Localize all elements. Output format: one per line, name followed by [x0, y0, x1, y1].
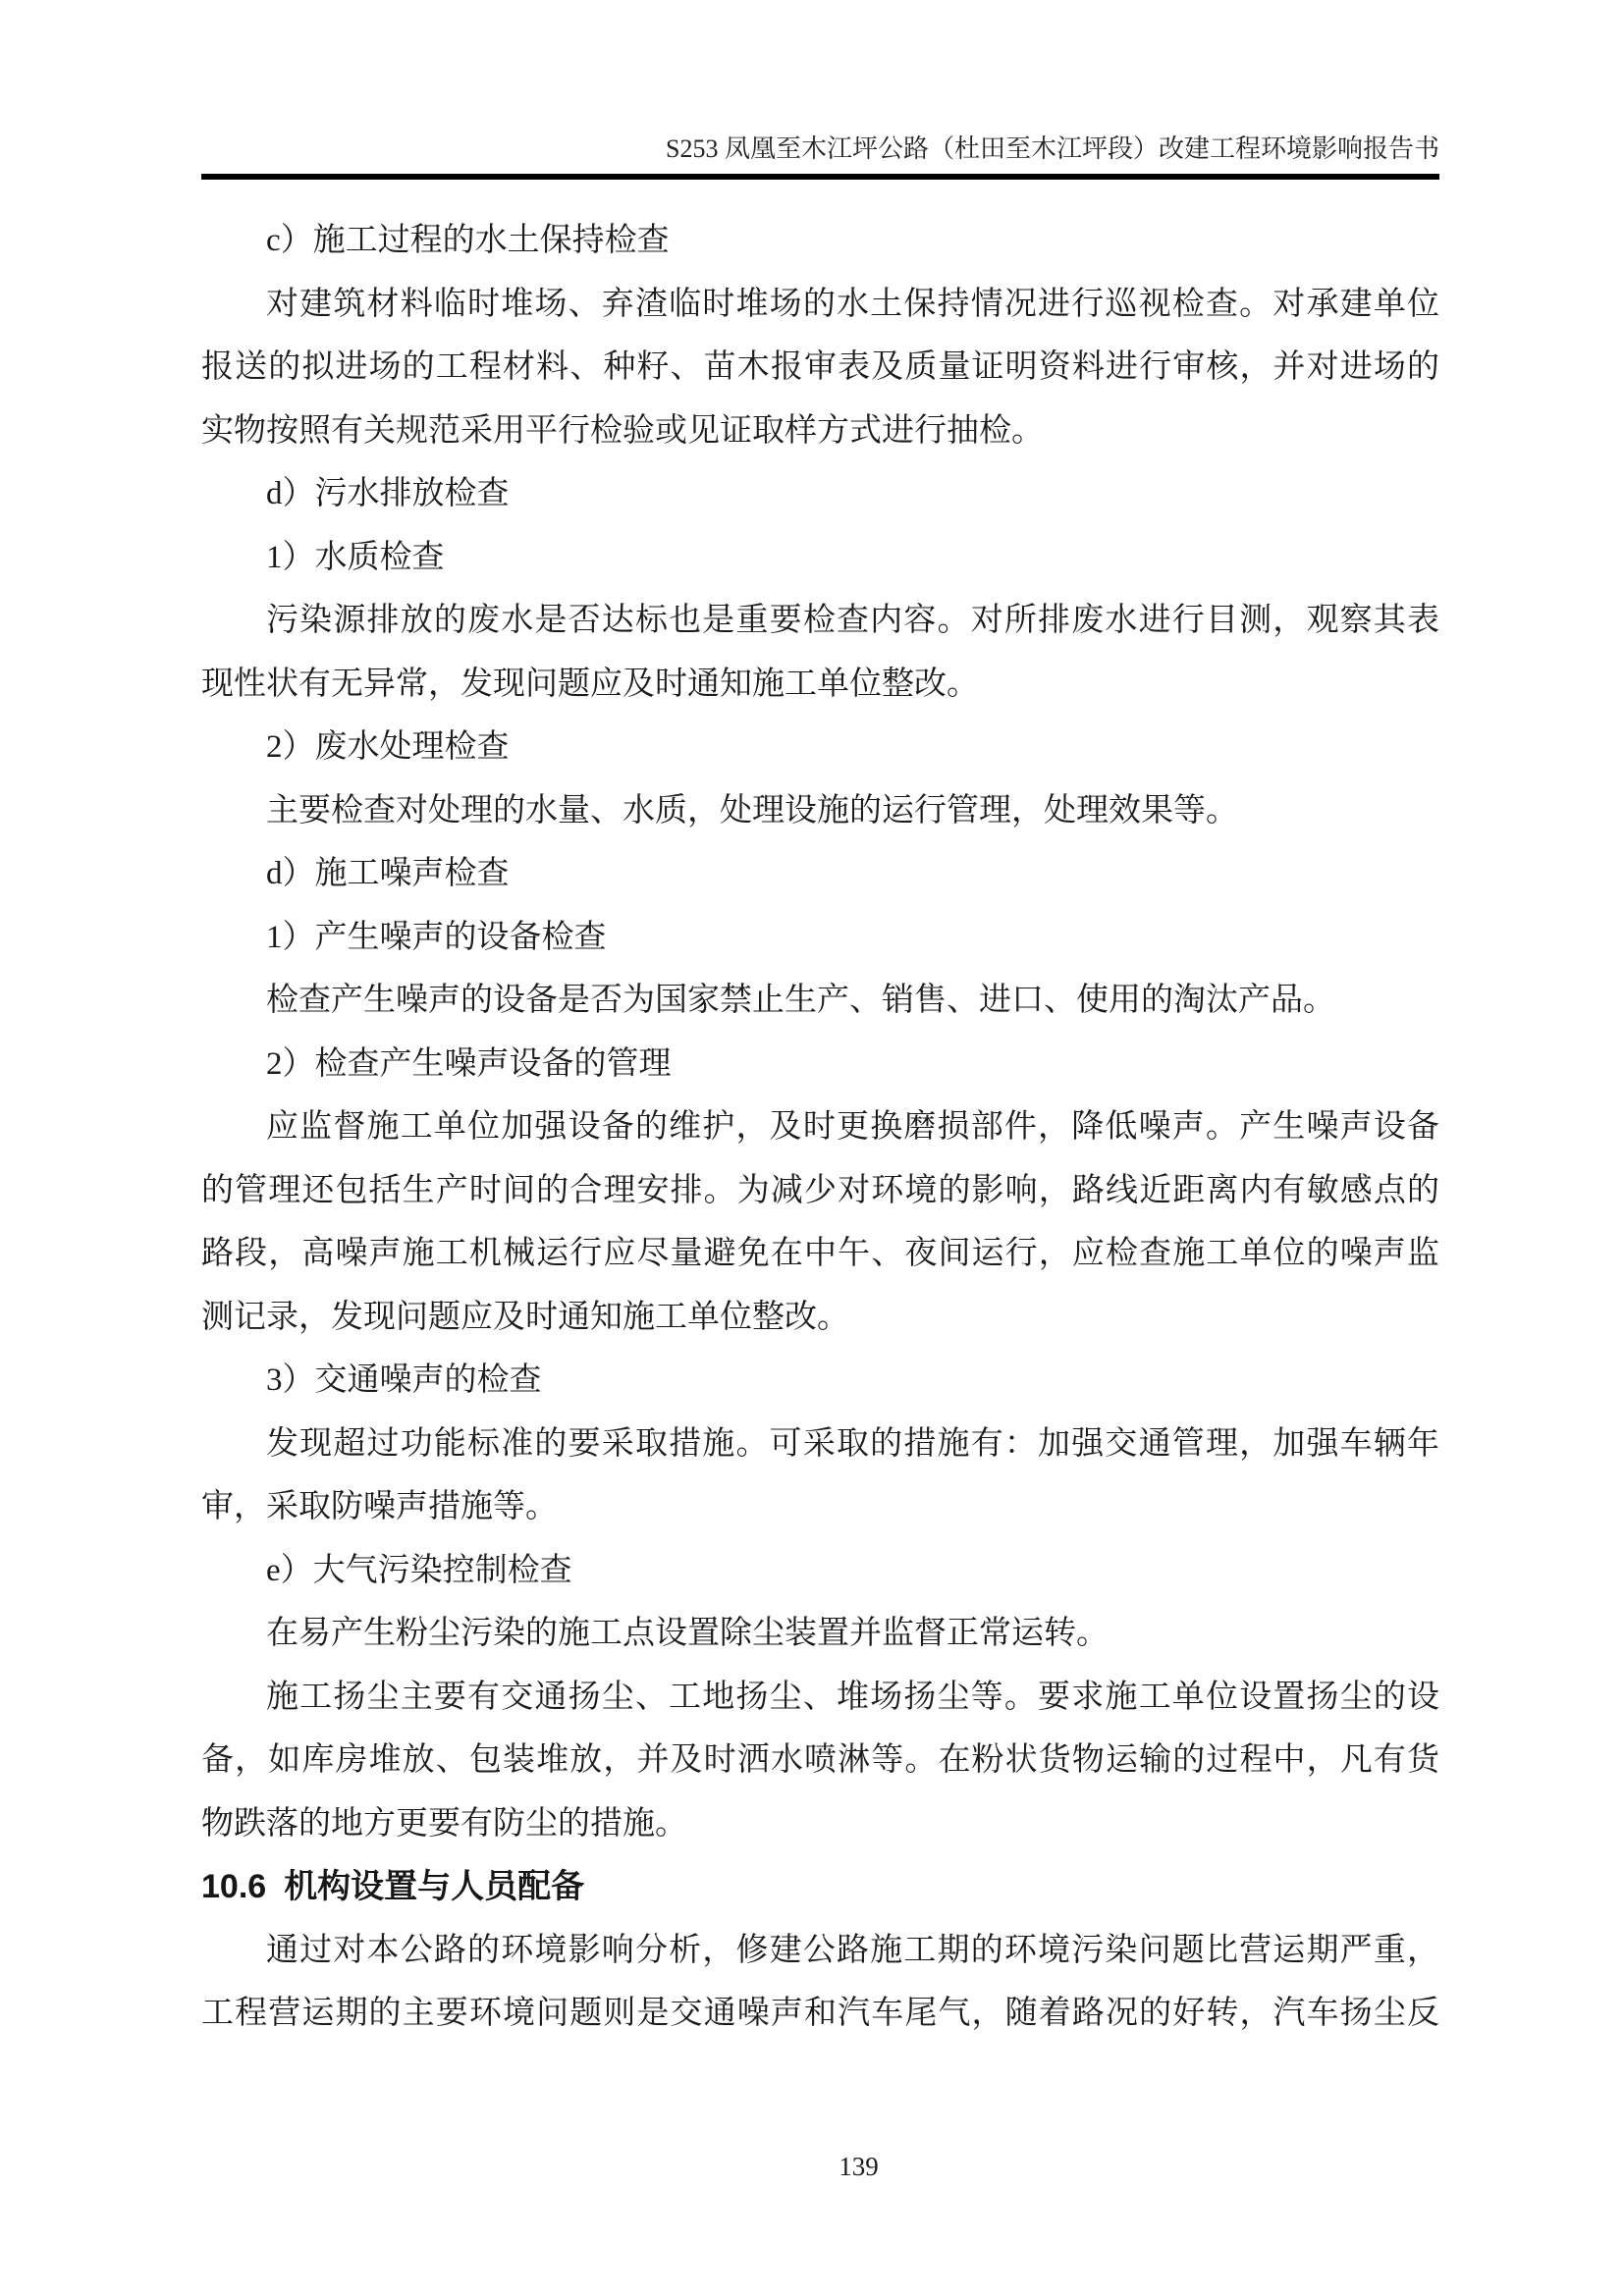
paragraph-line: 主要检查对处理的水量、水质，处理设施的运行管理，处理效果等。: [266, 792, 1238, 828]
list-item-line: e）大气污染控制检查: [266, 1552, 572, 1588]
paragraph-line: 物跌落的地方更要有防尘的措施。: [201, 1805, 687, 1842]
list-item-line: 1）产生噪声的设备检查: [266, 919, 607, 955]
paragraph-line: 路段，高噪声施工机械运行应尽量避免在中午、夜间运行，应检查施工单位的噪声监: [201, 1236, 1439, 1271]
paragraph-line: 的管理还包括生产时间的合理安排。为减少对环境的影响，路线近距离内有敏感点的: [201, 1172, 1439, 1208]
paragraph-line: 发现超过功能标准的要采取措施。可采取的措施有：加强交通管理，加强车辆年: [266, 1425, 1439, 1462]
page-header: [201, 0, 1439, 180]
page-number: 139: [839, 2151, 879, 2181]
paragraph-line: 现性状有无异常，发现问题应及时通知施工单位整改。: [201, 666, 979, 702]
list-item-line: 3）交通噪声的检查: [266, 1362, 542, 1398]
document-body: [201, 209, 1439, 2046]
paragraph-line: 工程营运期的主要环境问题则是交通噪声和汽车尾气，随着路况的好转，汽车扬尘反: [201, 1996, 1439, 2031]
list-item-line: 1）水质检查: [266, 539, 445, 575]
paragraph-line: 检查产生噪声的设备是否为国家禁止生产、销售、进口、使用的淘汰产品。: [266, 983, 1335, 1018]
list-item-line: d）污水排放检查: [266, 476, 510, 511]
list-item-line: 2）检查产生噪声设备的管理: [266, 1045, 672, 1082]
header-title: S253 凤凰至木江坪公路（杜田至木江坪段）改建工程环境影响报告书: [666, 134, 1439, 163]
section-heading-number: 10.6: [201, 1868, 267, 1905]
paragraph-line: 应监督施工单位加强设备的维护，及时更换磨损部件，降低噪声。产生噪声设备: [266, 1109, 1439, 1145]
paragraph-line: 报送的拟进场的工程材料、种籽、苗木报审表及质量证明资料进行审核，并对进场的: [201, 349, 1439, 385]
paragraph-line: 通过对本公路的环境影响分析，修建公路施工期的环境污染问题比营运期严重，: [266, 1932, 1439, 1968]
paragraph-line: 污染源排放的废水是否达标也是重要检查内容。对所排废水进行目测，观察其表: [266, 603, 1439, 638]
section-heading-title: 机构设置与人员配备: [284, 1868, 585, 1905]
list-item-line: 2）废水处理检查: [266, 729, 510, 765]
section-heading: [201, 1855, 1439, 1919]
paragraph-line: 施工扬尘主要有交通扬尘、工地扬尘、堆场扬尘等。要求施工单位设置扬尘的设: [266, 1679, 1439, 1715]
paragraph-line: 在易产生粉尘污染的施工点设置除尘装置并监督正常运转。: [266, 1616, 1109, 1651]
paragraph-line: 对建筑材料临时堆场、弃渣临时堆场的水土保持情况进行巡视检查。对承建单位: [266, 286, 1439, 322]
page-footer: [240, 2150, 1478, 2183]
paragraph-line: 测记录，发现问题应及时通知施工单位整改。: [201, 1299, 849, 1335]
list-item-line: d）施工噪声检查: [266, 856, 510, 891]
paragraph-line: 备，如库房堆放、包装堆放，并及时洒水喷淋等。在粉状货物运输的过程中，凡有货: [201, 1742, 1439, 1778]
paragraph-line: 审，采取防噪声措施等。: [201, 1489, 558, 1524]
page-content: [201, 0, 1439, 2183]
list-item-line: c）施工过程的水土保持检查: [266, 223, 670, 258]
paragraph-line: 实物按照有关规范采用平行检验或见证取样方式进行抽检。: [201, 412, 1044, 449]
